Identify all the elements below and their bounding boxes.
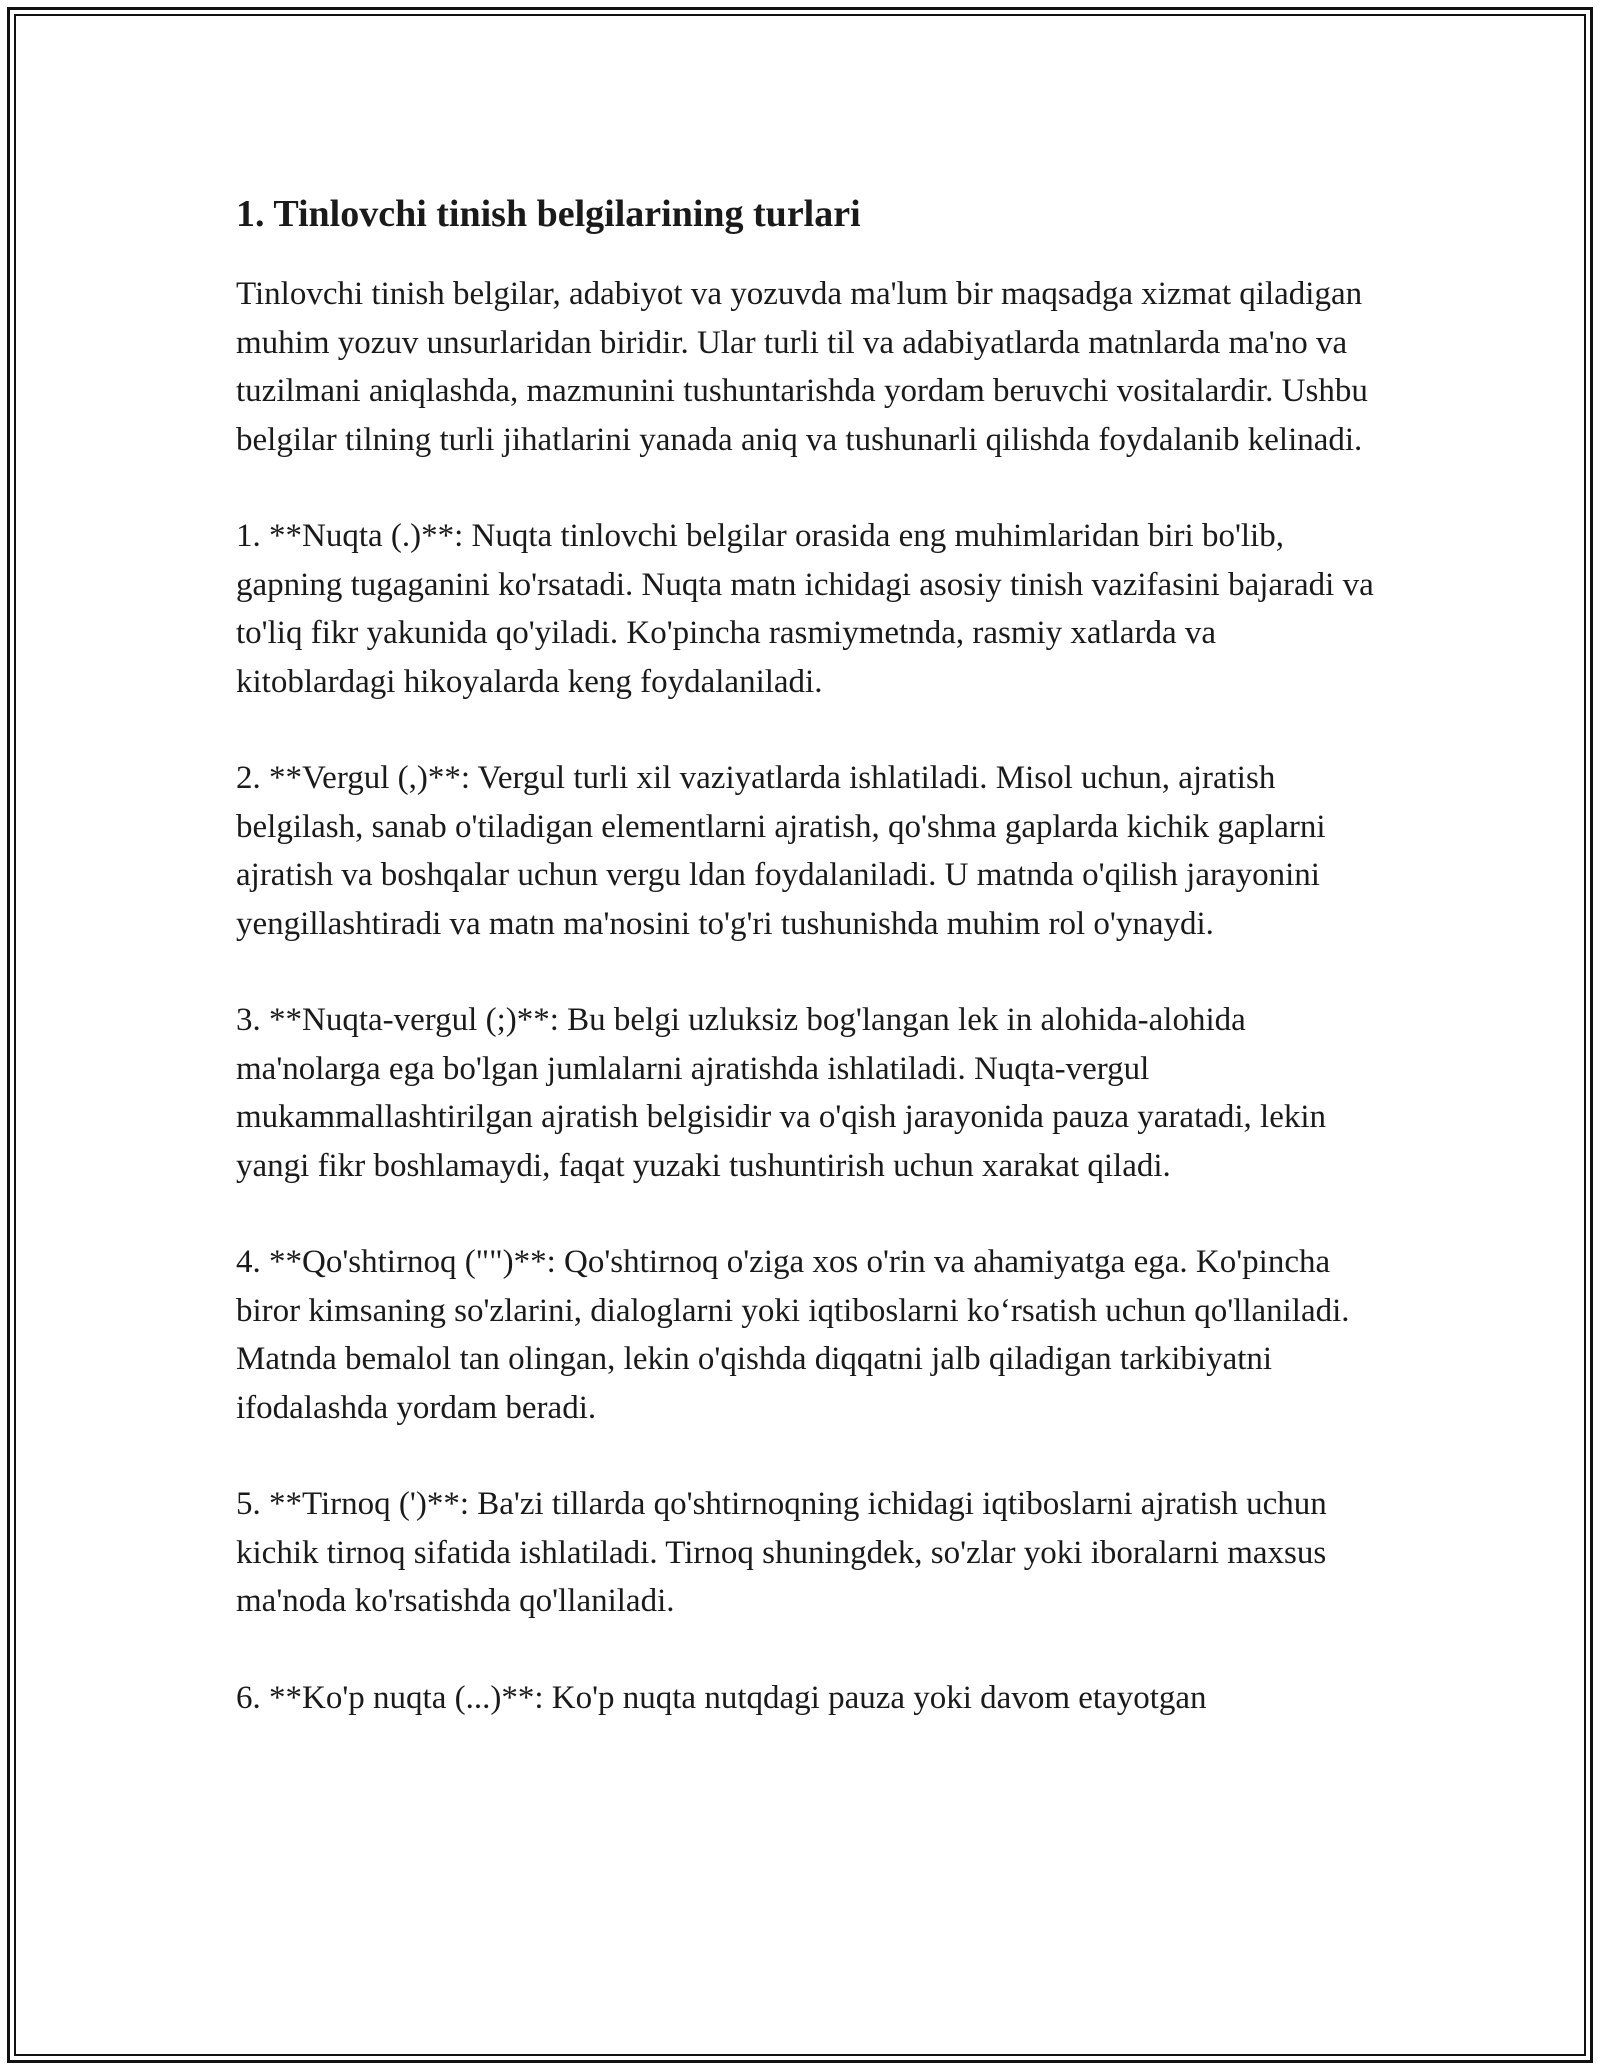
list-item-tirnoq: 5. **Tirnoq (')**: Ba'zi tillarda qo'shtirnoqning ichidagi iqtiboslarni ajratish uchun kichik tirnoq sifatida ishlatiladi. Tirnoq shuningdek, so'zlar yoki iboralarni maxsus ma'noda ko'rsatishda qo'llaniladi.	[236, 1486, 1327, 1619]
intro-paragraph: Tinlovchi tinish belgilar, adabiyot va yozuvda ma'lum bir maqsadga xizmat qiladigan muhim yozuv unsurlaridan biridir. Ular turli til va adabiyatlarda matnlarda ma'no va tuzilmani aniqlashda, mazmunini tushuntarishda yordam beruvchi vositalardir. Ushbu belgilar tilning turli jihatlarini yanada aniq va tushunarli qilishda foydalanib kelinadi.	[236, 276, 1368, 458]
list-item-vergul: 2. **Vergul (,)**: Vergul turli xil vaziyatlarda ishlatiladi. Misol uchun, ajratish belgilash, sanab o'tiladigan elementlarni ajratish, qo'shma gaplarda kichik gaplarni ajratish va boshqalar uchun vergu ldan foydalaniladi. U matnda o'qilish jarayonini yengillashtiradi va matn ma'nosini to'g'ri tushunishda muhim rol o'ynaydi.	[236, 760, 1326, 942]
list-item-nuqta-vergul: 3. **Nuqta-vergul (;)**: Bu belgi uzluksiz bog'langan lek in alohida-alohida ma'nolarga ega bo'lgan jumlalarni ajratishda ishlatiladi. Nuqta-vergul mukammallashtirilgan ajratish belgisidir va o'qish jarayonida pauza yaratadi, lekin yangi fikr boshlamaydi, faqat yuzaki tushuntirish uchun xarakat qiladi.	[236, 1002, 1327, 1184]
list-item-qoshtirnoq: 4. **Qo'shtirnoq ("")**: Qo'shtirnoq o'ziga xos o'rin va ahamiyatga ega. Ko'pincha biror kimsaning so'zlarini, dialoglarni yoki iqtiboslarni ko‘rsatish uchun qo'llaniladi. Matnda bemalol tan olingan, lekin o'qishda diqqatni jalb qiladigan tarkibiyatni ifodalashda yordam beradi.	[236, 1244, 1350, 1426]
list-item-kop-nuqta: 6. **Ko'p nuqta (...)**: Ko'p nuqta nutqdagi pauza yoki davom etayotgan	[236, 1679, 1207, 1716]
document-body	[236, 186, 1376, 1770]
section-heading: 1. Tinlovchi tinish belgilarining turlari	[236, 193, 861, 235]
list-item-nuqta: 1. **Nuqta (.)**: Nuqta tinlovchi belgilar orasida eng muhimlaridan biri bo'lib, gapning tugaganini ko'rsatadi. Nuqta matn ichidagi asosiy tinish vazifasini bajaradi va to'liq fikr yakunida qo'yiladi. Ko'pincha rasmiymetnda, rasmiy xatlarda va kitoblardagi hikoyalarda keng foydalaniladi.	[236, 518, 1374, 700]
